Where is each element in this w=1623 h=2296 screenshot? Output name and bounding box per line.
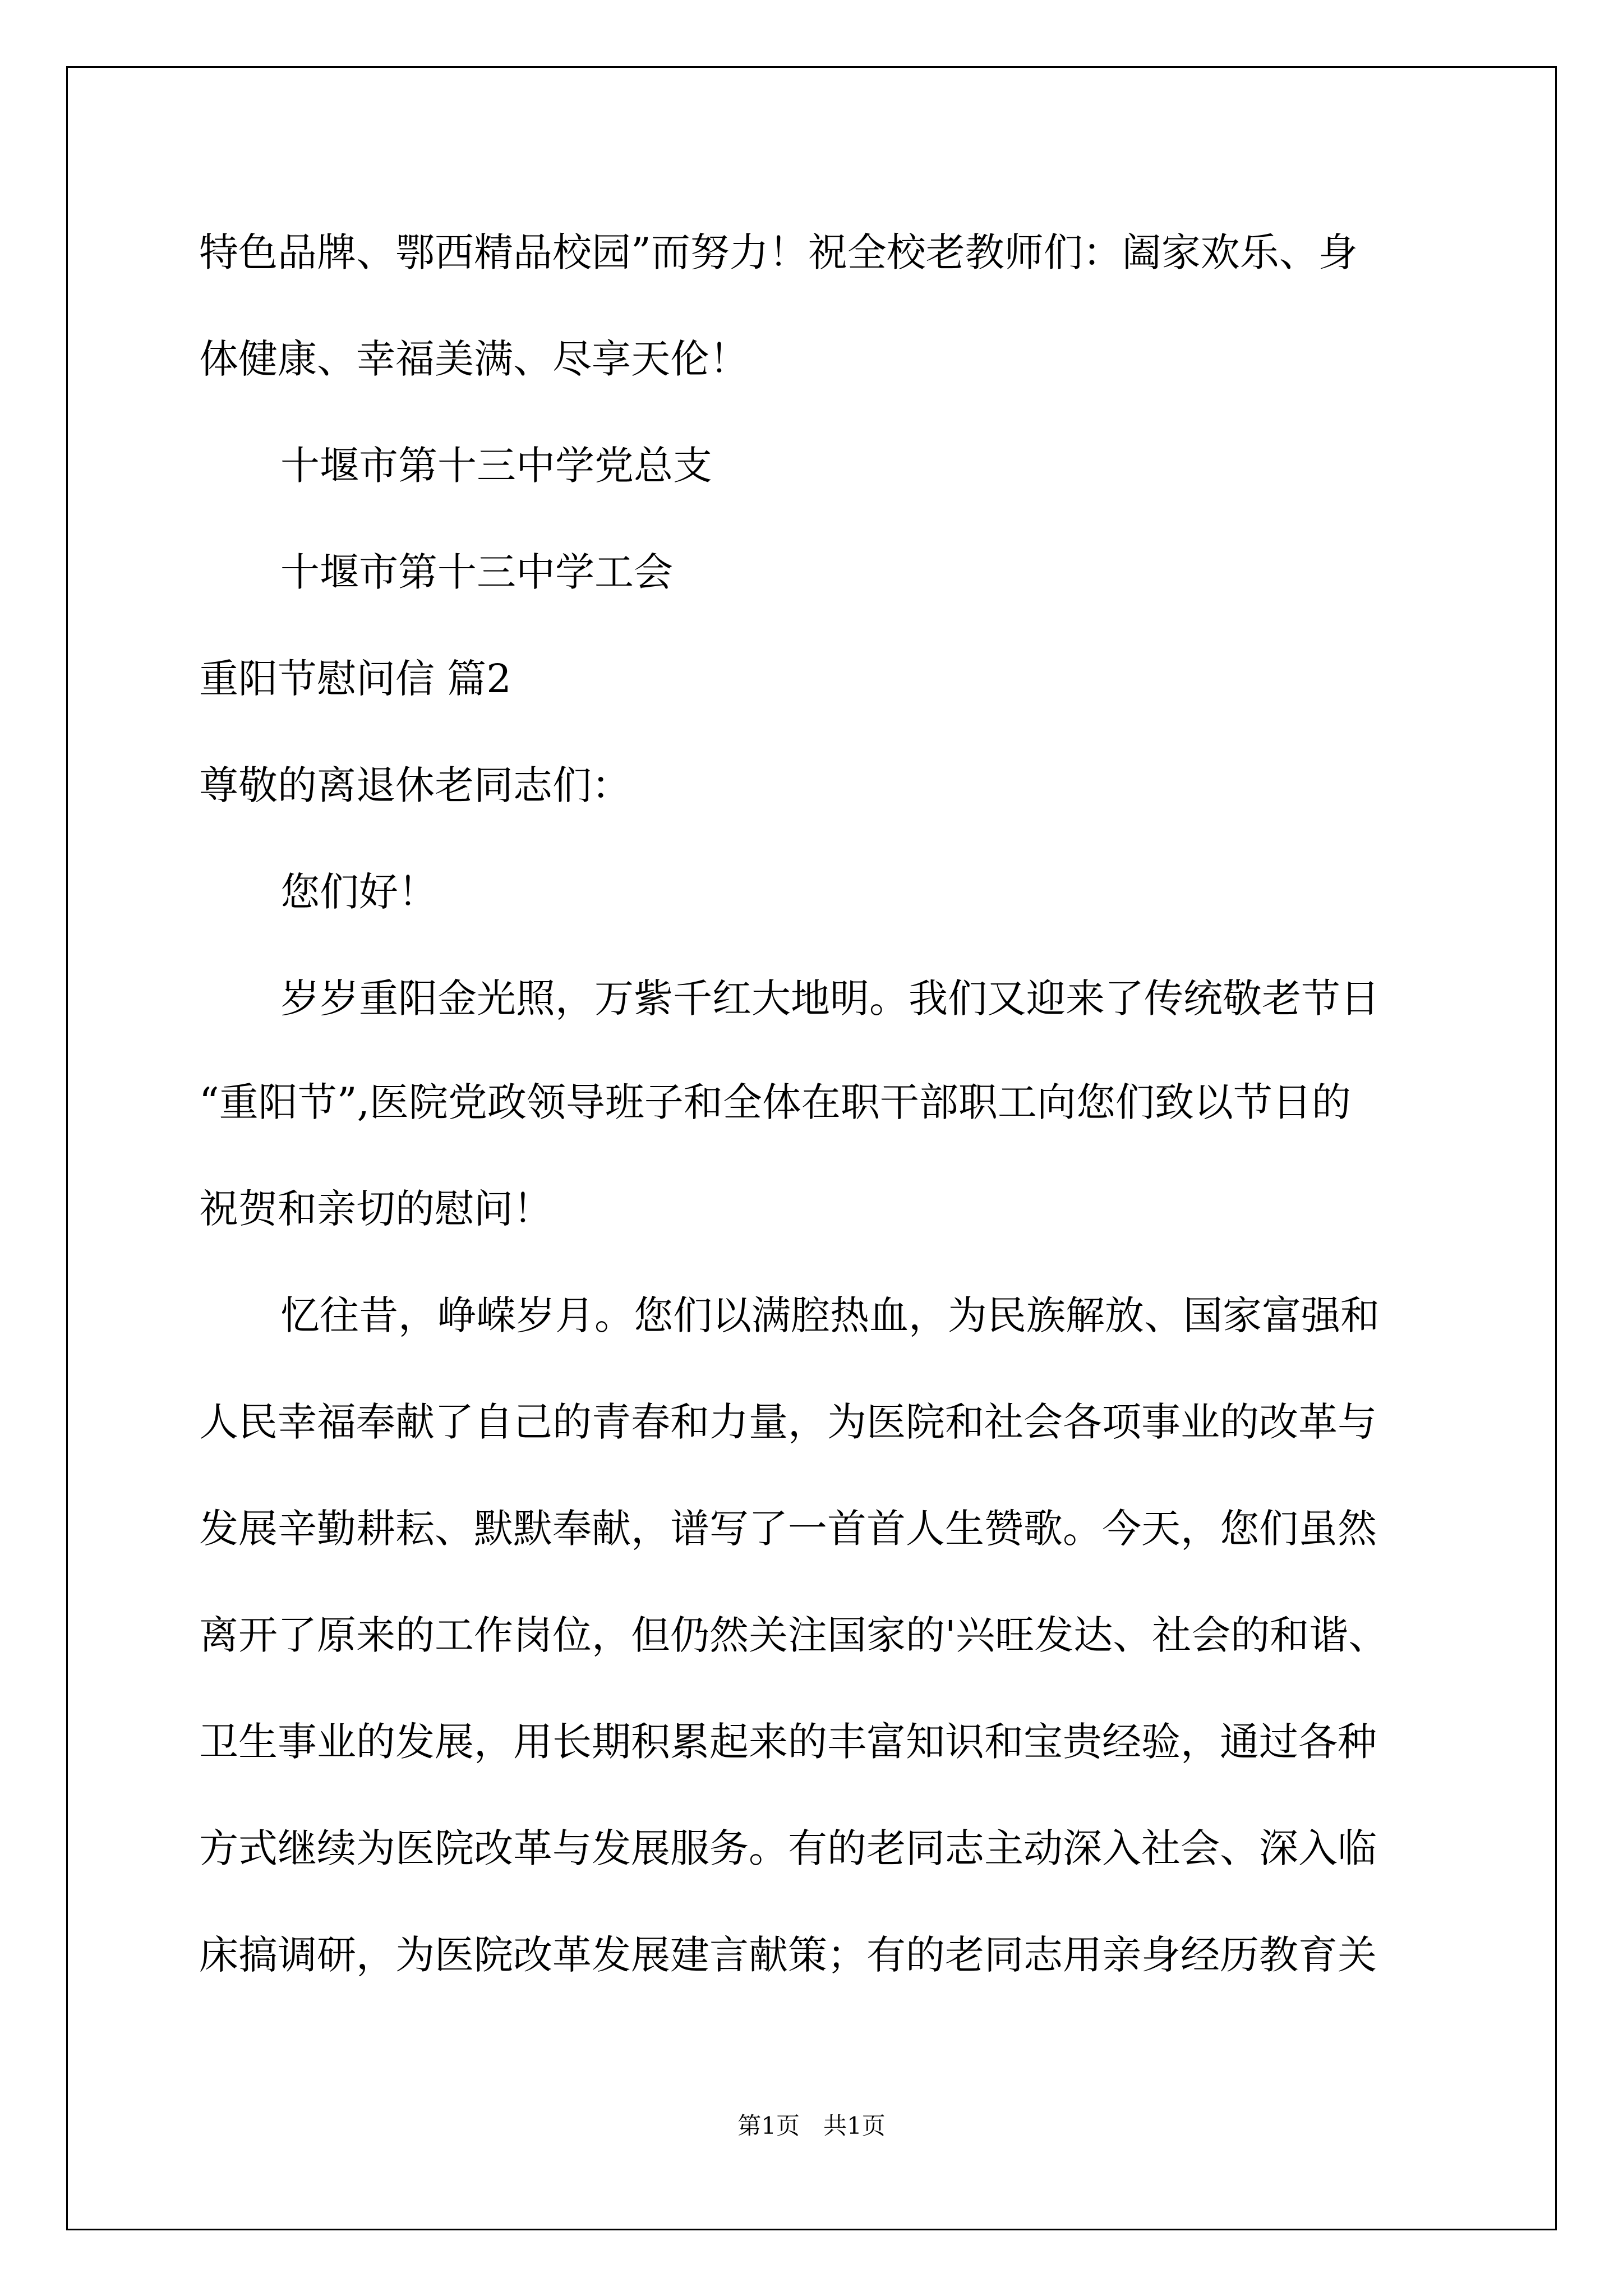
body-text-line: 卫生事业的发展，用长期积累起来的丰富知识和宝贵经验，通过各种 xyxy=(199,1719,1377,1765)
page-border xyxy=(66,66,1557,2230)
body-text-line: 岁岁重阳金光照，万紫千红大地明。我们又迎来了传统敬老节日 xyxy=(280,976,1380,1022)
body-text-line: 人民幸福奉献了自己的青春和力量，为医院和社会各项事业的改革与 xyxy=(199,1399,1377,1445)
body-text-line: 祝贺和亲切的慰问！ xyxy=(199,1186,552,1232)
body-text-line: 发展辛勤耕耘、默默奉献，谱写了一首首人生赞歌。今天，您们虽然 xyxy=(199,1506,1377,1552)
signature-line: 十堰市第十三中学工会 xyxy=(280,549,673,595)
salutation: 尊敬的离退休老同志们： xyxy=(199,762,631,808)
page-number: 第1页 共1页 xyxy=(737,2112,886,2139)
body-text-line: 床搞调研，为医院改革发展建言献策；有的老同志用亲身经历教育关 xyxy=(199,1932,1377,1978)
greeting: 您们好！ xyxy=(280,869,437,915)
body-text-line: 方式继续为医院改革与发展服务。有的老同志主动深入社会、深入临 xyxy=(199,1825,1377,1871)
body-text-line: 离开了原来的工作岗位，但仍然关注国家的'兴旺发达、社会的和谐、 xyxy=(199,1612,1388,1658)
body-text-line: 忆往昔，峥嵘岁月。您们以满腔热血，为民族解放、国家富强和 xyxy=(280,1292,1380,1338)
section-heading: 重阳节慰问信 篇2 xyxy=(199,656,511,702)
body-text-line: 特色品牌、鄂西精品校园”而努力！祝全校老教师们：阖家欢乐、身 xyxy=(199,229,1358,275)
signature-line: 十堰市第十三中学党总支 xyxy=(280,443,712,489)
body-text-line: “重阳节”,医院党政领导班子和全体在职干部职工向您们致以节日的 xyxy=(199,1079,1351,1125)
body-text-line: 体健康、幸福美满、尽享天伦！ xyxy=(199,336,749,382)
